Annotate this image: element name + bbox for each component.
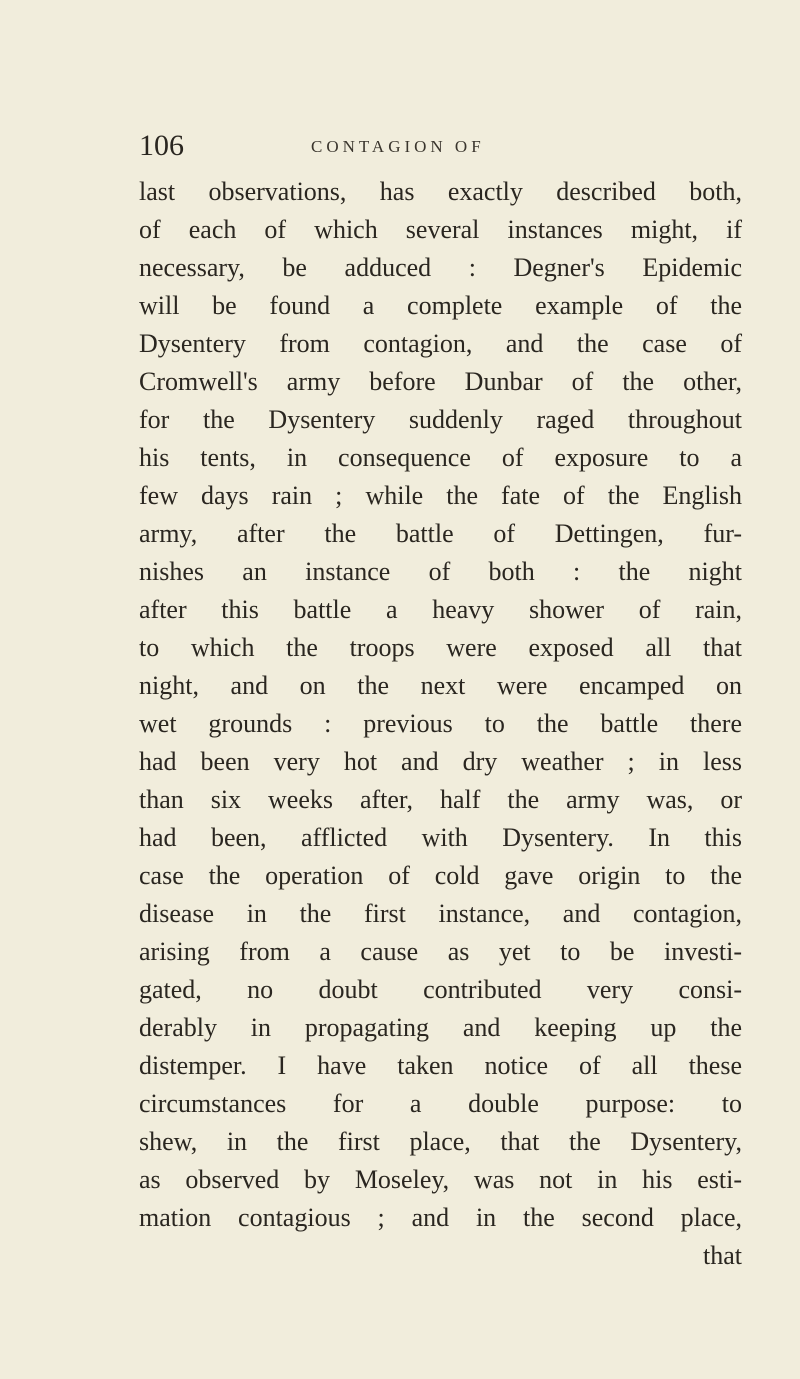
- page-number: 106: [139, 129, 184, 162]
- text-line: necessary, be adduced : Degner's Epidemic: [139, 253, 742, 282]
- text-line: case the operation of cold gave origin to the: [139, 861, 742, 890]
- page-header: [139, 126, 739, 166]
- text-line: wet grounds : previous to the battle there: [139, 709, 742, 738]
- body-text: [139, 173, 742, 1275]
- text-line: his tents, in consequence of exposure to a: [139, 443, 742, 472]
- text-line: night, and on the next were encamped on: [139, 671, 742, 700]
- text-line: than six weeks after, half the army was, or: [139, 785, 742, 814]
- text-line: last observations, has exactly described both,: [139, 177, 742, 206]
- text-line: few days rain ; while the fate of the English: [139, 481, 742, 510]
- text-line: nishes an instance of both : the night: [139, 557, 742, 586]
- text-line: mation contagious ; and in the second place,: [139, 1203, 742, 1232]
- text-line: arising from a cause as yet to be investi-: [139, 937, 742, 966]
- text-line: circumstances for a double purpose: to: [139, 1089, 742, 1118]
- text-line: after this battle a heavy shower of rain,: [139, 595, 742, 624]
- text-line: Dysentery from contagion, and the case of: [139, 329, 742, 358]
- running-head: CONTAGION OF: [311, 137, 485, 156]
- text-line: had been very hot and dry weather ; in less: [139, 747, 742, 776]
- text-line: will be found a complete example of the: [139, 291, 742, 320]
- text-line: army, after the battle of Dettingen, fur-: [139, 519, 742, 548]
- text-line: to which the troops were exposed all that: [139, 633, 742, 662]
- text-line: disease in the first instance, and contagion,: [139, 899, 742, 928]
- text-line: gated, no doubt contributed very consi-: [139, 975, 742, 1004]
- text-line: Cromwell's army before Dunbar of the other,: [139, 367, 742, 396]
- text-line: distemper. I have taken notice of all these: [139, 1051, 742, 1080]
- text-line: of each of which several instances might, if: [139, 215, 742, 244]
- text-line: derably in propagating and keeping up the: [139, 1013, 742, 1042]
- text-line: as observed by Moseley, was not in his esti-: [139, 1165, 742, 1194]
- text-line: had been, afflicted with Dysentery. In this: [139, 823, 742, 852]
- catchword: that: [703, 1241, 742, 1270]
- text-line: for the Dysentery suddenly raged throughout: [139, 405, 742, 434]
- text-line: shew, in the first place, that the Dysentery,: [139, 1127, 742, 1156]
